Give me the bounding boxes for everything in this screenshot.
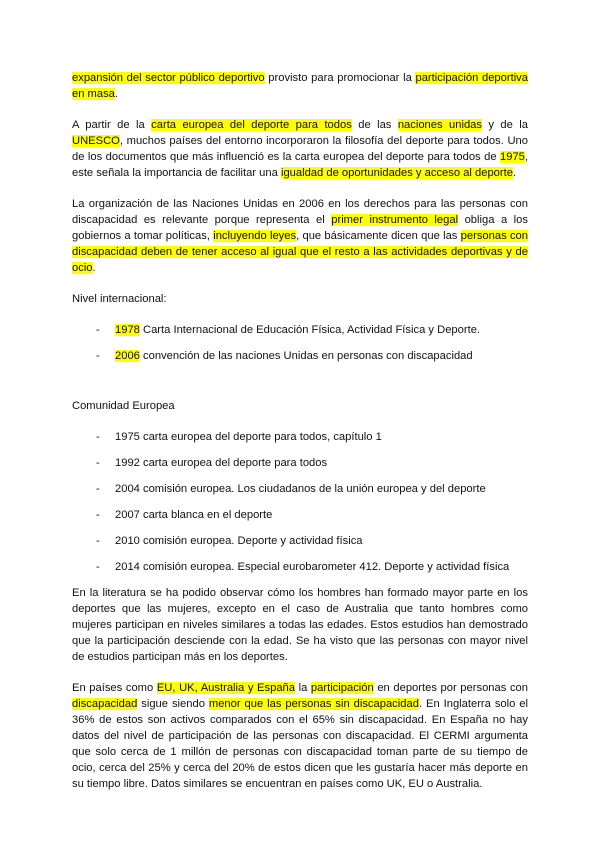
text-run: obliga a los gobiernos a tomar políticas,: [72, 214, 528, 242]
text-run: La organización de las Naciones Unidas en 2006 en los derechos para las personas con discapacidad es relevante porque representa el: [72, 198, 528, 226]
list-item: [72, 533, 528, 549]
list-item: [72, 455, 528, 471]
text-run: , este señala la importancia de facilitar una: [72, 151, 528, 179]
highlight: participación deportiva en masa: [72, 72, 528, 100]
paragraph-4: En la literatura se ha podido observar cómo los hombres han formado mayor parte en los deportes que las mujeres, excepto en el caso de Australia que tanto hombres como mujeres participan en niveles similares a todas las edades. Estos estudios han demostrado que la participación desciende con la edad. Se ha visto que las personas con mayor nivel de estudios participan más en los deportes.: [72, 587, 528, 663]
highlight: primer instrumento legal: [331, 214, 459, 226]
section-label-international: Nivel internacional:: [72, 293, 167, 305]
list-item-text: convención de las naciones Unidas en personas con discapacidad: [139, 350, 473, 362]
text-run: .: [92, 262, 96, 274]
dash-marker: -: [96, 483, 100, 495]
dash-marker: -: [96, 431, 100, 443]
paragraph-5: [72, 680, 528, 792]
text-run: En países como: [72, 682, 157, 694]
list-item: [72, 322, 528, 338]
list-item: [72, 481, 528, 497]
list-item-text: 1975 carta europea del deporte para todos, capítulo 1: [115, 431, 382, 443]
text-run: A partir de la: [72, 119, 152, 131]
list-item-text: 2014 comisión europea. Especial eurobarometer 412. Deporte y actividad física: [115, 561, 510, 573]
highlight: EU, UK, Australia y España: [156, 682, 295, 694]
highlight: expansión del sector público deportivo: [72, 72, 265, 84]
text-run: en deportes por personas con: [373, 682, 528, 694]
highlight: naciones unidas: [397, 119, 482, 131]
list-item-text: 2010 comisión europea. Deporte y actividad física: [115, 535, 363, 547]
dash-marker: -: [96, 457, 100, 469]
highlight: menor que las personas sin discapacidad: [208, 698, 419, 710]
paragraph-3: [72, 196, 528, 276]
list-item: [72, 559, 528, 575]
text-run: la: [295, 682, 311, 694]
highlight: personas con discapacidad deben de tener acceso al igual que el resto a las actividades deportivas y de ocio: [72, 230, 528, 274]
text-run: y de la: [481, 119, 528, 131]
list-item: [72, 348, 528, 364]
paragraph-1: [72, 70, 528, 102]
text-run: , que básicamente dicen que las: [296, 230, 461, 242]
text-run: de las: [351, 119, 398, 131]
highlight: igualdad de oportunidades y acceso al deporte: [280, 167, 513, 179]
eu-list: [72, 429, 528, 575]
highlight: incluyendo leyes: [213, 230, 297, 242]
text-run: . En Inglaterra solo el 36% de estos son activos comparados con el 65% sin discapacidad. En España no hay datos del nivel de participación de las personas con discapacidad. El CERMI argumenta que solo cerca de 1 millón de personas con discapacidad toman parte de su tiempo de ocio, cerca del 25% y cerca del 20% de estos dicen que les gustaría hacer más deporte en su tiempo libre. Datos similares se encuentran en países como UK, EU o Australia.: [72, 698, 528, 790]
list-item-text: Carta Internacional de Educación Física, Actividad Física y Deporte.: [139, 324, 481, 336]
paragraph-2: [72, 117, 528, 181]
international-list: [72, 322, 528, 364]
list-item-text: 1992 carta europea del deporte para todos: [115, 457, 328, 469]
text-run: provisto para promocionar la: [264, 72, 416, 84]
text-run: .: [512, 167, 517, 179]
dash-marker: -: [96, 561, 100, 573]
dash-marker: -: [96, 509, 100, 521]
text-run: sigue siendo: [137, 698, 209, 710]
text-run: .: [114, 88, 119, 100]
highlight: 2006: [115, 350, 140, 362]
highlight: participación: [310, 682, 374, 694]
highlight: carta europea del deporte para todos: [151, 119, 352, 131]
dash-marker: -: [96, 350, 100, 362]
dash-marker: -: [96, 324, 100, 336]
list-item: [72, 507, 528, 523]
list-item-text: 2007 carta blanca en el deporte: [115, 509, 273, 521]
text-run: , muchos países del entorno incorporaron la filosofía del deporte para todos. Uno de los documentos que más influenció es la carta europea del deporte para todos de: [72, 135, 528, 163]
highlight: discapacidad: [72, 698, 138, 710]
highlight: UNESCO: [72, 135, 120, 147]
list-item-text: 2004 comisión europea. Los ciudadanos de la unión europea y del deporte: [115, 483, 486, 495]
highlight: 1978: [115, 324, 140, 336]
section-label-eu: Comunidad Europea: [72, 400, 175, 412]
dash-marker: -: [96, 535, 100, 547]
list-item: [72, 429, 528, 445]
highlight: 1975: [500, 151, 525, 163]
